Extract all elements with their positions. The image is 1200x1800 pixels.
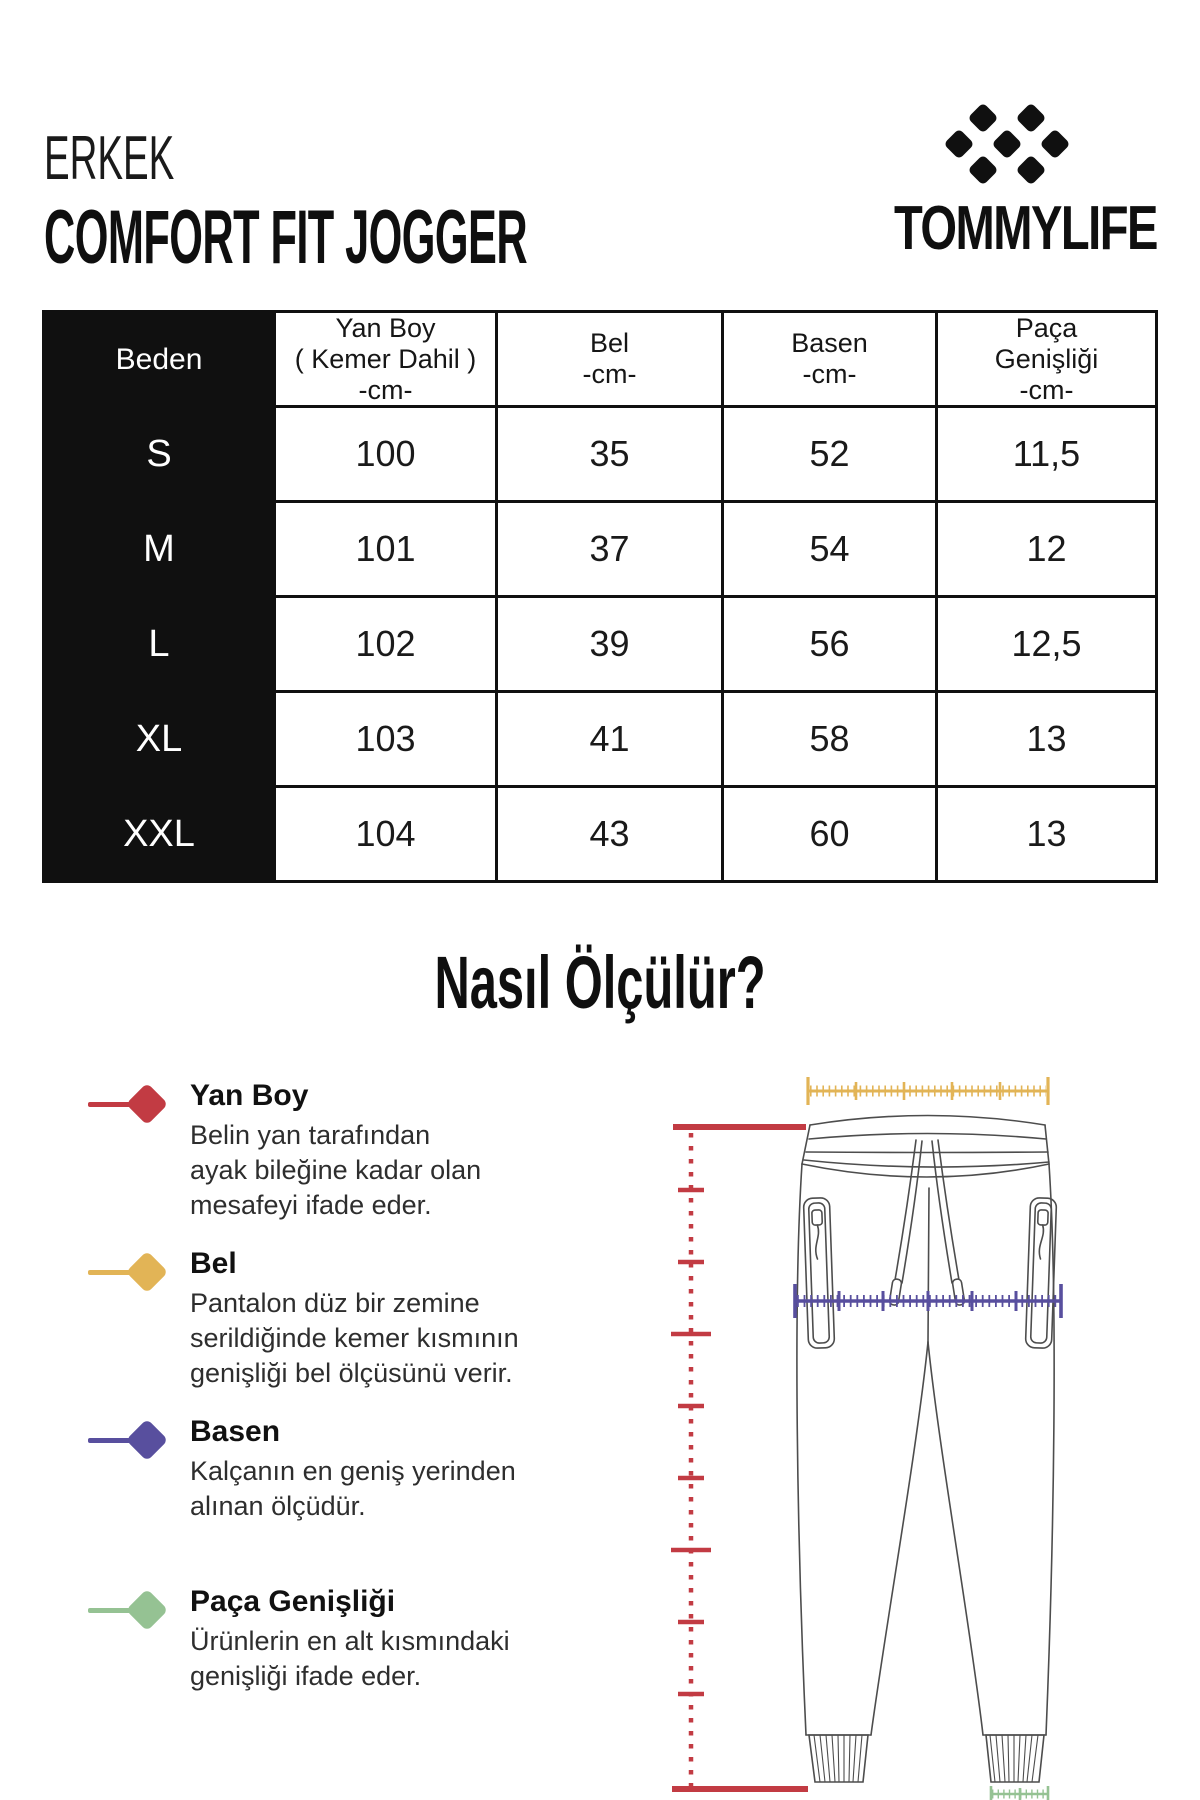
col-header-yan-boy: Yan Boy ( Kemer Dahil ) -cm- xyxy=(276,313,495,405)
table-cell: 100 xyxy=(276,408,495,500)
logo-diamond-icon xyxy=(991,128,1022,159)
table-cell: 103 xyxy=(276,693,495,785)
table-cell: 11,5 xyxy=(938,408,1155,500)
paca-diamond-icon xyxy=(126,1589,168,1631)
legend-item-bel xyxy=(88,1246,558,1391)
bel-measure-ruler xyxy=(808,1077,1048,1105)
table-cell: 35 xyxy=(498,408,721,500)
legend-description: Kalçanın en geniş yerinden alınan ölçüdür. xyxy=(190,1456,516,1521)
table-cell: 41 xyxy=(498,693,721,785)
logo-diamond-icon xyxy=(943,128,974,159)
legend-title: Paça Genişliği xyxy=(190,1585,396,1618)
paca-measure-ruler xyxy=(991,1786,1048,1800)
col-header-paca-genisligi: Paça Genişliği -cm- xyxy=(938,313,1155,405)
table-cell: 13 xyxy=(938,693,1155,785)
legend-item-yan-boy xyxy=(88,1078,558,1223)
table-cell: 60 xyxy=(724,788,935,880)
table-cell: 58 xyxy=(724,693,935,785)
size-cell: XL xyxy=(45,693,273,785)
col-header-beden: Beden xyxy=(45,313,273,405)
table-cell: 54 xyxy=(724,503,935,595)
legend-description: Belin yan tarafından ayak bileğine kadar olan mesafeyi ifade eder. xyxy=(190,1120,482,1220)
table-cell: 13 xyxy=(938,788,1155,880)
logo-diamond-icon xyxy=(1015,154,1046,185)
how-to-measure-title: Nasıl Ölçülür? xyxy=(434,941,766,1024)
bel-diamond-icon xyxy=(126,1251,168,1293)
legend-title: Bel xyxy=(190,1247,237,1280)
table-cell: 12,5 xyxy=(938,598,1155,690)
col-header-basen: Basen -cm- xyxy=(724,313,935,405)
logo-diamond-icon xyxy=(967,154,998,185)
col-header-bel: Bel -cm- xyxy=(498,313,721,405)
legend-item-basen xyxy=(88,1414,558,1524)
table-cell: 39 xyxy=(498,598,721,690)
size-table xyxy=(42,310,1158,883)
table-cell: 43 xyxy=(498,788,721,880)
yan-boy-diamond-icon xyxy=(126,1083,168,1125)
logo-diamond-icon xyxy=(1039,128,1070,159)
size-cell: S xyxy=(45,408,273,500)
left-pocket-zipper xyxy=(803,1198,834,1349)
table-cell: 12 xyxy=(938,503,1155,595)
size-cell: L xyxy=(45,598,273,690)
legend-description: Ürünlerin en alt kısmındaki genişliği ifade eder. xyxy=(190,1626,510,1691)
jogger-sketch xyxy=(797,1116,1057,1783)
table-cell: 37 xyxy=(498,503,721,595)
category-title: ERKEK xyxy=(44,124,175,193)
legend-item-paca-genisligi xyxy=(88,1584,558,1694)
legend-description: Pantalon düz bir zemine serildiğinde kemer kısmının genişliği bel ölçüsünü verir. xyxy=(190,1288,519,1388)
size-cell: M xyxy=(45,503,273,595)
brand-name: TOMMYLIFE xyxy=(894,194,1157,263)
table-cell: 102 xyxy=(276,598,495,690)
logo-diamond-icon xyxy=(967,102,998,133)
table-cell: 52 xyxy=(724,408,935,500)
table-cell: 104 xyxy=(276,788,495,880)
yan-boy-measure-ruler xyxy=(671,1127,808,1789)
basen-diamond-icon xyxy=(126,1419,168,1461)
table-cell: 101 xyxy=(276,503,495,595)
table-cell: 56 xyxy=(724,598,935,690)
legend-title: Basen xyxy=(190,1415,281,1448)
brand-logo-diamonds-icon xyxy=(943,100,1075,190)
product-title: COMFORT FIT JOGGER xyxy=(44,195,528,280)
logo-diamond-icon xyxy=(1015,102,1046,133)
size-cell: XXL xyxy=(45,788,273,880)
legend-title: Yan Boy xyxy=(190,1079,309,1112)
jogger-technical-drawing xyxy=(640,1040,1120,1800)
